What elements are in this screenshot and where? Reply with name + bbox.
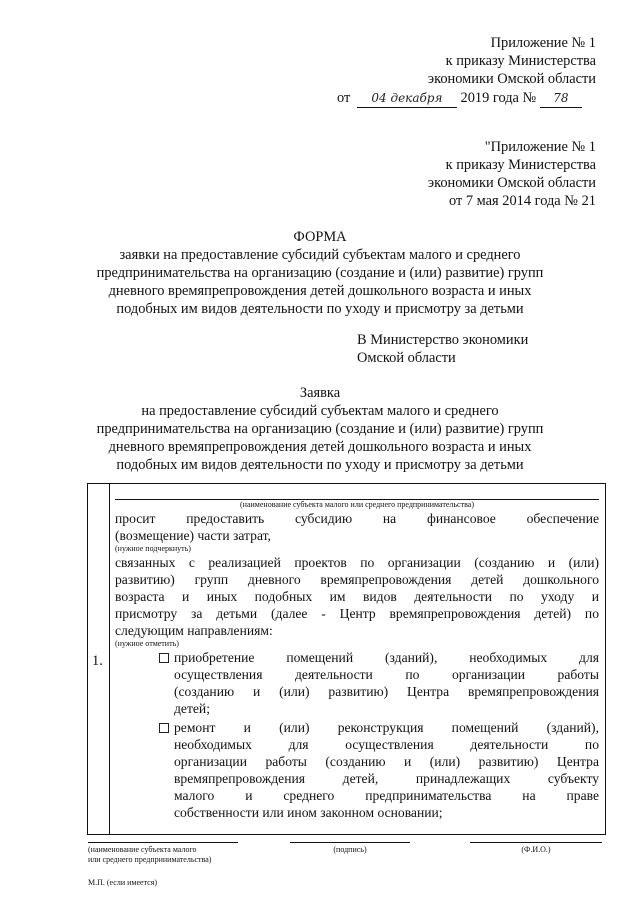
related-line: присмотру за детьми (далее - Центр времяпрепровождения детей) по [115,606,599,621]
signature-line[interactable] [290,842,410,843]
row-number: 1. [92,653,103,669]
table-content [115,486,599,821]
form-heading-line: заявки на предоставление субсидий субъектам малого и среднего [119,247,521,263]
addressee-line: Омской области [357,350,456,366]
option-premises-purchase [115,649,599,717]
request-line: (возмещение) части затрат, [115,528,271,543]
appendix-title: Приложение № 1 [490,35,596,51]
application-heading [80,384,560,474]
subject-caption: (наименование субъекта малого или среднего предпринимательства) [240,500,474,509]
option-line: времяпрепровождения детей, принадлежащих субъекту [174,771,599,786]
addressee [357,331,528,367]
footer-subject-caption-line: или среднего предпринимательства) [88,855,212,864]
related-line: следующим направлениям: [115,623,273,638]
table-column-divider [109,484,110,834]
form-heading-line: подобных им видов деятельности по уходу и присмотру за детьми [116,301,524,317]
related-line: связанных с реализацией проектов по организации (созданию и (или) [115,555,599,570]
option-line: (созданию и (или) развитию) Центра времяпрепровождения [174,684,599,699]
option-premises-repair [115,719,599,821]
date-prefix: от [337,90,351,106]
form-title: ФОРМА [293,229,347,245]
form-heading [80,228,560,318]
application-heading-line: на предоставление субсидий субъектам малого и среднего [141,403,499,419]
form-heading-line: предпринимательства на организацию (создание и (или) развитие) групп [96,265,544,281]
appendix-order-line: к приказу Министерства [445,53,596,69]
underline-note: (нужное подчеркнуть) [115,544,191,553]
handwritten-date-field [357,89,457,108]
application-table [87,483,606,835]
old-appendix-date-line: от 7 мая 2014 года № 21 [448,193,596,209]
seal-caption: М.П. (если имеется) [88,878,158,887]
mark-note: (нужное отметить) [115,639,179,648]
option-line: необходимых для осуществления деятельности по [174,737,599,752]
handwritten-number-field [540,89,582,108]
application-heading-line: дневного времяпрепровождения детей дошкольного возраста и иных [108,439,532,455]
application-heading-line: подобных им видов деятельности по уходу и присмотру за детьми [116,457,524,473]
option-line: собственности или ином законном основании; [174,805,443,820]
old-appendix-title: "Приложение № 1 [484,139,596,155]
option-line: малого и среднего предпринимательства на праве [174,788,599,803]
application-title: Заявка [299,385,341,401]
premises-repair-checkbox[interactable] [159,723,169,733]
handwritten-number: 78 [553,91,569,105]
name-caption: (Ф.И.О.) [521,845,551,854]
appendix-header [330,34,596,88]
year-label: 2019 года № [460,90,537,106]
application-heading-line: предпринимательства на организацию (создание и (или) развитие) групп [96,421,544,437]
related-line: развитию) групп дневного времяпрепровождения детей дошкольного [115,572,599,587]
form-heading-line: дневного времяпрепровождения детей дошкольного возраста и иных [108,283,532,299]
handwritten-date: 04 декабря [371,91,443,105]
appendix-ministry-line: экономики Омской области [427,71,596,87]
old-appendix-header [330,138,596,210]
option-line: приобретение помещений (зданий), необходимых для [174,650,599,665]
footer-subject-caption-line: (наименование субъекта малого [88,845,197,854]
premises-purchase-checkbox[interactable] [159,653,169,663]
related-line: возраста и иных подобных им видов деятельности по уходу и [115,589,599,604]
old-appendix-ministry-line: экономики Омской области [427,175,596,191]
signature-caption: (подпись) [333,845,367,854]
order-date-line [337,89,607,109]
addressee-line: В Министерство экономики [357,332,529,348]
footer-subject-caption [88,845,211,865]
option-line: ремонт и (или) реконструкция помещений (зданий), [174,720,599,735]
subject-signature-line[interactable] [88,842,238,843]
request-line: просит предоставить субсидию на финансовое обеспечение [115,511,599,526]
option-line: осуществления деятельности по организации работы [174,667,599,682]
old-appendix-order-line: к приказу Министерства [445,157,596,173]
option-line: организации работы (созданию и (или) развитию) Центра [174,754,599,769]
name-line[interactable] [470,842,602,843]
subject-name-field[interactable] [115,486,599,500]
option-line: детей; [174,701,210,716]
